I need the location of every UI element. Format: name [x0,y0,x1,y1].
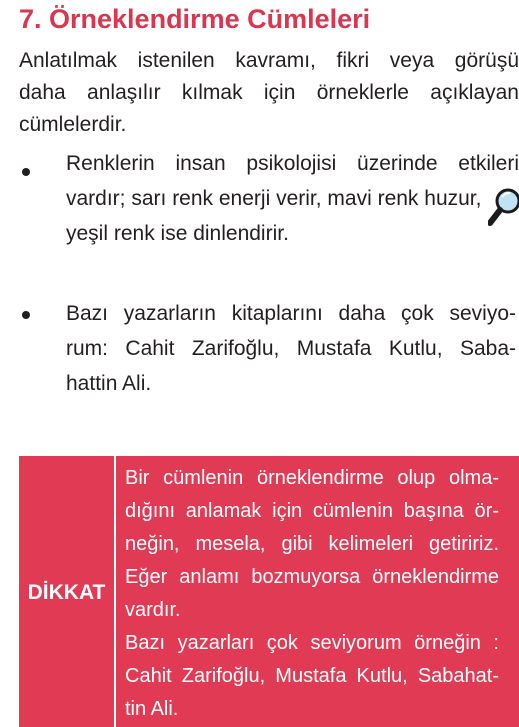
example-line: vardır; sarı renk enerji verir, mavi renk huzur, [66,187,482,210]
note-label: DİKKAT [27,580,106,604]
note-text [125,462,499,726]
example-1 [66,146,519,251]
bullet-dot [22,168,30,176]
note-line: neğin, mesela, gibi kelimeleri getiririz. [125,533,499,555]
note-line: tin Ali. [125,698,179,720]
example-line: hattin Ali. [66,372,152,395]
example-line: Renklerin insan psikolojisi üzerinde etkileri [66,152,519,175]
note-line: Bir cümlenin örneklendirme olup olma- [125,467,499,489]
magnifying-glass-icon [488,185,519,231]
example-line: Bazı yazarların kitaplarını daha çok seviyo- [66,302,516,325]
example-2 [66,296,516,401]
definition-paragraph [19,45,519,141]
note-divider [114,456,116,727]
note-line: Eğer anlamı bozmuyorsa örneklendirme [125,566,499,588]
note-line: dığını anlamak için cümlenin başına ör- [125,500,499,522]
example-line: yeşil renk ise dinlendirir. [66,222,289,245]
definition-line: cümlelerdir. [19,113,127,136]
note-line: Cahit Zarifoğlu, Mustafa Kutlu, Sabahat- [125,665,499,687]
section-heading: 7. Örneklendirme Cümleleri [19,4,371,34]
example-line: rum: Cahit Zarifoğlu, Mustafa Kutlu, Saba- [66,337,516,360]
note-line: Bazı yazarları çok seviyorum örneğin : [125,632,499,654]
definition-line: Anlatılmak istenilen kavramı, fikri veya görüşü [19,49,519,72]
definition-line: daha anlaşılır kılmak için örneklerle açıklayan [19,81,519,104]
bullet-dot [22,311,30,319]
note-line: vardır. [125,599,181,621]
